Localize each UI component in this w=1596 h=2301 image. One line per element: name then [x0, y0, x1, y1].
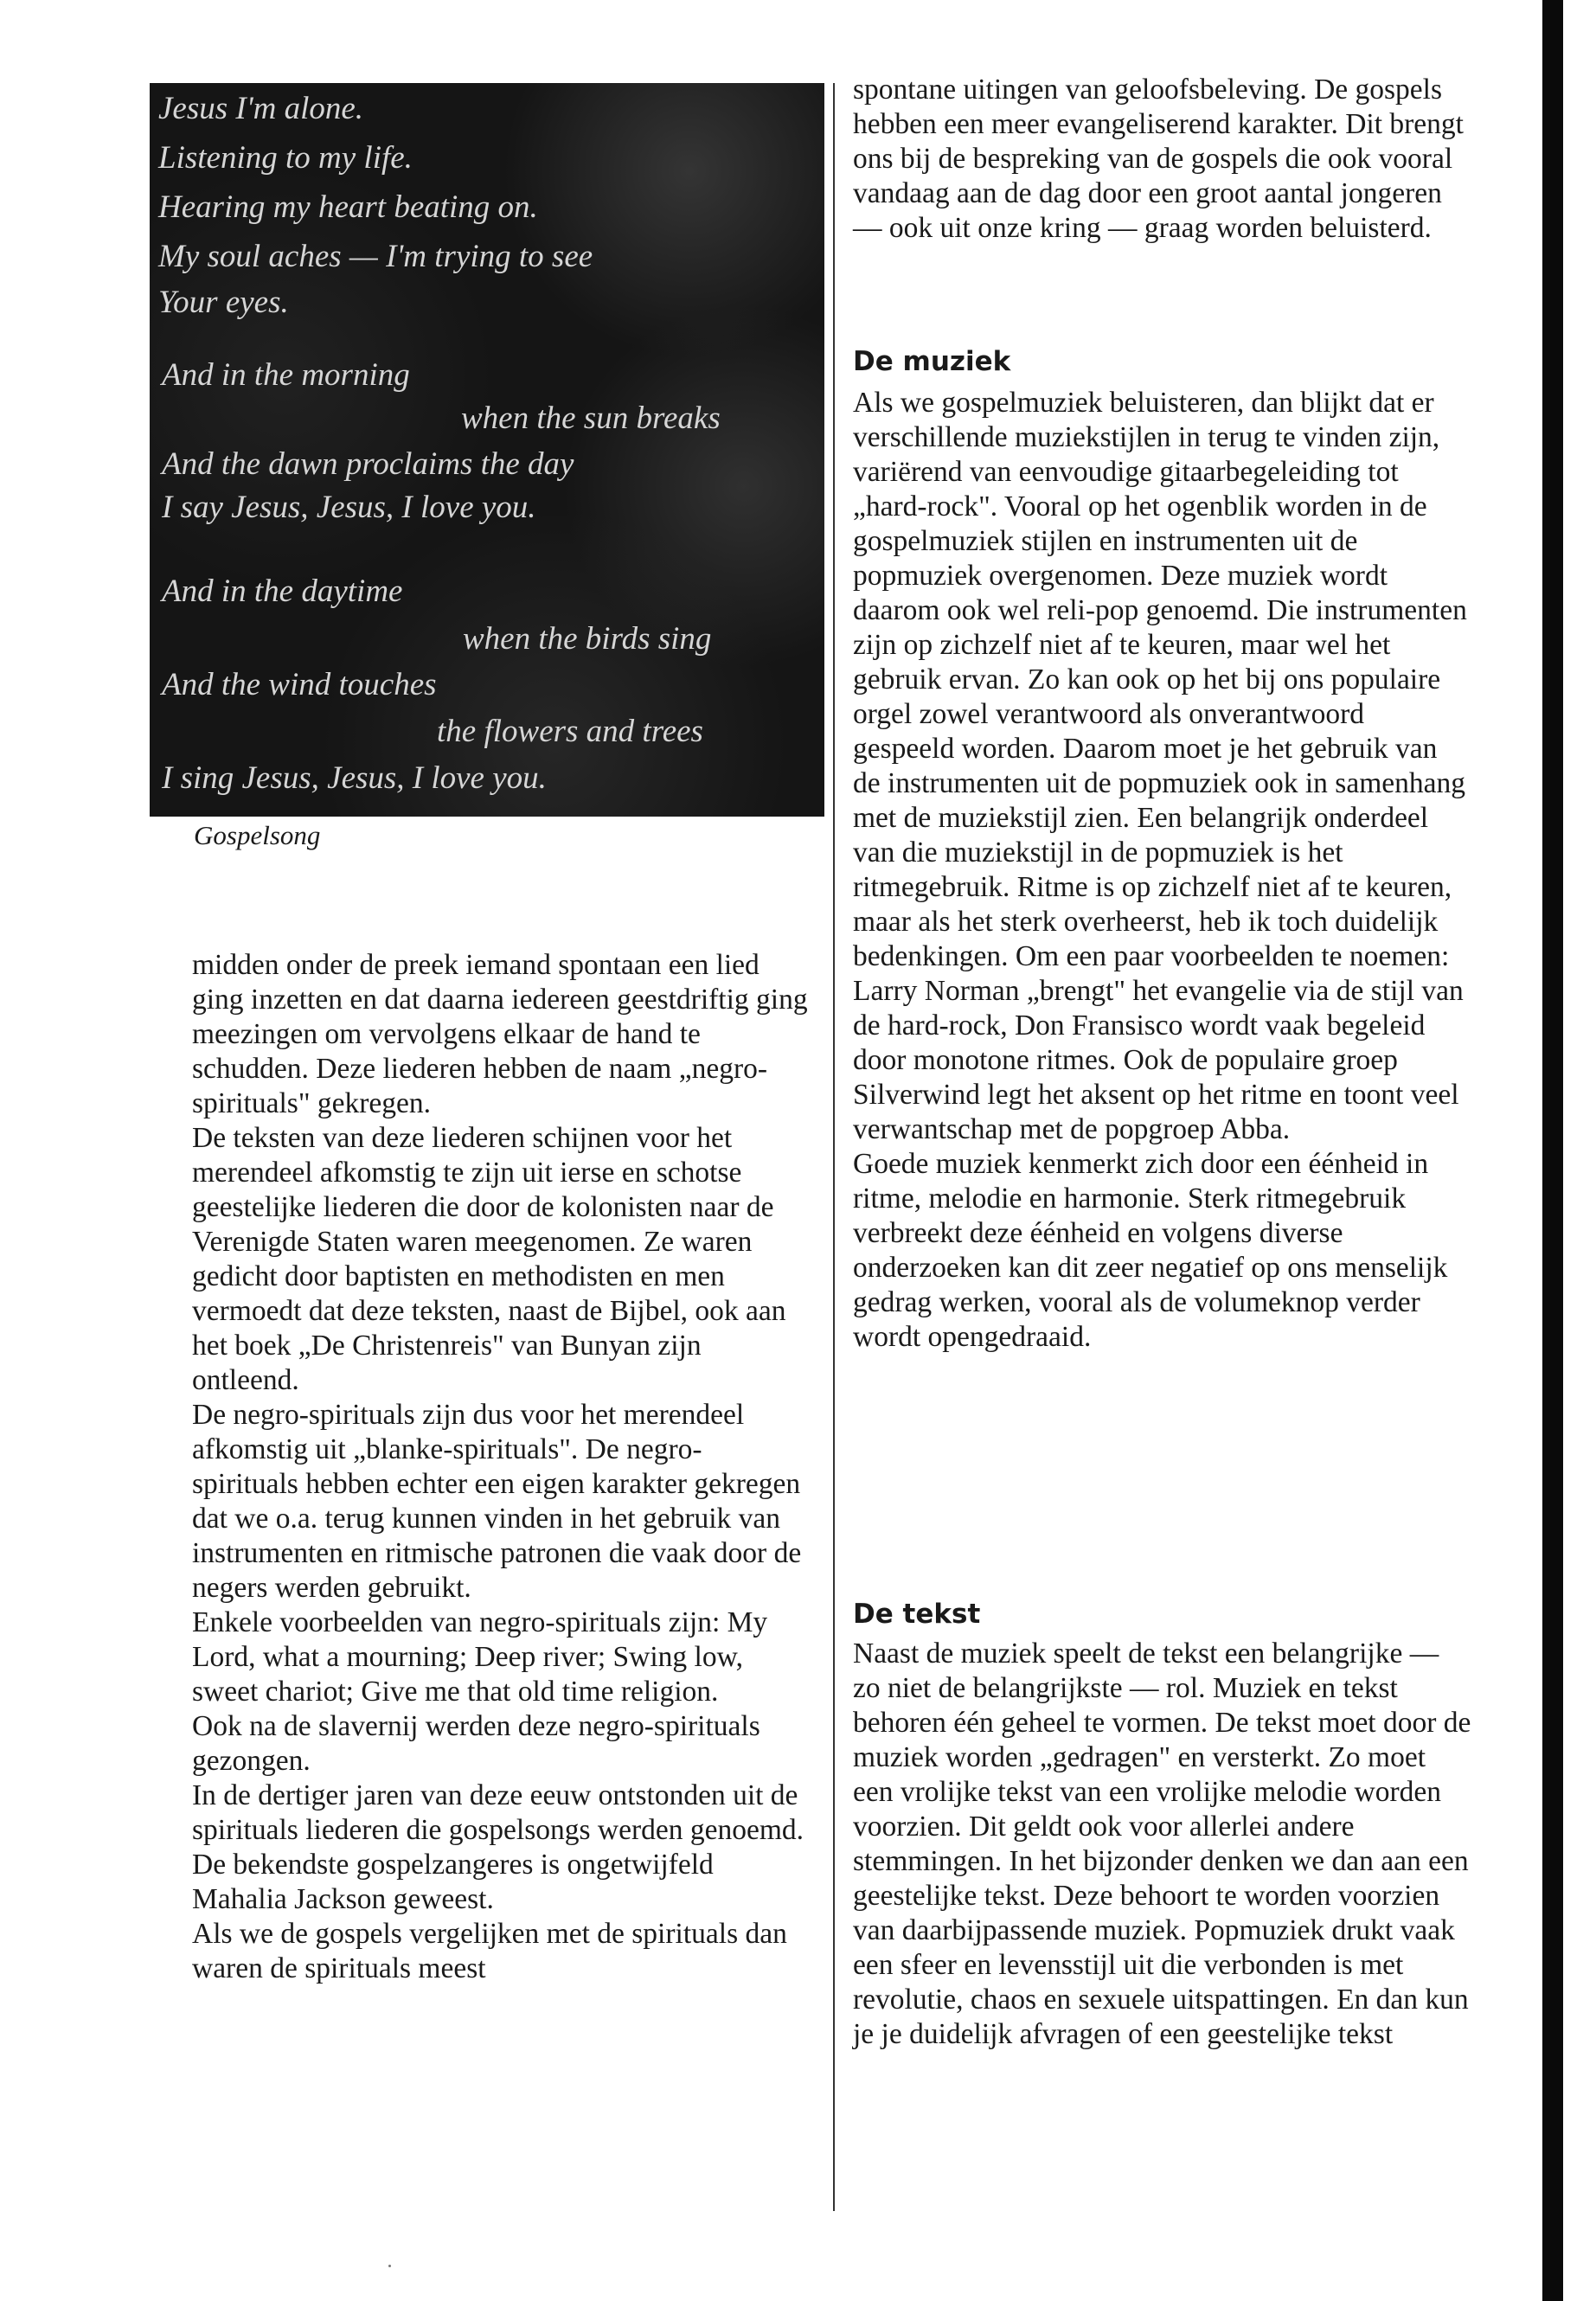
- paragraph: Als we de gospels vergelijken met de spirituals dan waren de spirituals meest: [192, 1918, 787, 1984]
- poem-line: Hearing my heart beating on.: [158, 189, 538, 225]
- poem-line: And in the daytime: [162, 574, 403, 609]
- poem-box: [150, 83, 824, 817]
- paragraph: Als we gospelmuziek beluisteren, dan blijkt dat er verschillende muziekstijlen in terug te vinden zijn, variërend van eenvoudige gitaarbegeleiding tot „hard-rock". Vooral op het ogenblik worden in de gospelmuziek stijlen en instrumenten uit de popmuziek overgenomen. Deze muziek wordt daarom ook wel reli-pop genoemd. Die instrumenten zijn op zichzelf niet af te keuren, maar wel het gebruik ervan. Zo kan ook op het bij ons populaire orgel zowel verantwoord als onverantwoord gespeeld worden. Daarom moet je het gebruik van de instrumenten uit de popmuziek ook in samenhang met de muziekstijl zien. Een belangrijk onderdeel van die muziekstijl in de popmuziek is het ritmegebruik. Ritme is op zichzelf niet af te keuren, maar als het sterk overheerst, heb ik toch duidelijk bedenkingen. Om een paar voorbeelden te noemen: Larry Norman „brengt" het evangelie via de stijl van de hard-rock, Don Fransisco wordt vaak begeleid door monotone ritmes. Ook de populaire groep Silverwind legt het aksent op het ritme en toont veel verwantschap met de popgroep Abba.: [853, 387, 1467, 1145]
- scan-speck: [388, 2265, 391, 2267]
- paragraph: spontane uitingen van geloofsbeleving. De gospels hebben een meer evangeliserend karakter. Dit brengt ons bij de bespreking van de gospels die ook vooral vandaag aan de dag door een groot aantal jongeren — ook uit onze kring — graag worden beluisterd.: [853, 74, 1464, 244]
- paragraph: midden onder de preek iemand spontaan een lied ging inzetten en dat daarna iedereen geestdriftig ging meezingen om vervolgens elkaar de hand te schudden. Deze liederen hebben de naam „negro-spirituals" gekregen.: [192, 949, 808, 1119]
- poem-line: when the birds sing: [463, 621, 712, 657]
- paragraph: In de dertiger jaren van deze eeuw ontstonden uit de spirituals liederen die gospelsongs werden genoemd.: [192, 1779, 804, 1846]
- poem-line: I sing Jesus, Jesus, I love you.: [162, 760, 547, 796]
- section-heading-tekst: De tekst: [853, 1599, 981, 1630]
- poem-line: I say Jesus, Jesus, I love you.: [162, 490, 536, 525]
- poem-line: My soul aches — I'm trying to see: [158, 239, 593, 274]
- poem-line: And the wind touches: [162, 667, 437, 702]
- poem-line: when the sun breaks: [461, 401, 721, 436]
- section-muziek-text: [853, 386, 1471, 1355]
- poem-line: Listening to my life.: [158, 140, 413, 176]
- poem-line: the flowers and trees: [437, 714, 703, 749]
- poem-line: Your eyes.: [158, 285, 289, 320]
- column-divider: [833, 83, 835, 2211]
- left-column-text: [192, 948, 808, 1986]
- paragraph: Goede muziek kenmerkt zich door een éénheid in ritme, melodie en harmonie. Sterk ritmegebruik verbreekt deze éénheid en volgens diverse onderzoeken kan dit zeer negatief op ons menselijk gedrag werken, vooral als de volumeknop verder wordt opengedraaid.: [853, 1148, 1448, 1353]
- section-tekst-text: [853, 1637, 1471, 2052]
- right-column-intro: [853, 73, 1471, 246]
- paragraph: De negro-spirituals zijn dus voor het merendeel afkomstig uit „blanke-spirituals". De negro-spirituals hebben echter een eigen karakter gekregen dat we o.a. terug kunnen vinden in het gebruik van instrumenten en ritmische patronen die vaak door de negers werden gebruikt.: [192, 1399, 802, 1604]
- paragraph: Enkele voorbeelden van negro-spirituals zijn: My Lord, what a mourning; Deep river; Swing low, sweet chariot; Give me that old time religion.: [192, 1606, 768, 1708]
- section-heading-muziek: De muziek: [853, 346, 1011, 377]
- poem-line: And the dawn proclaims the day: [162, 446, 574, 482]
- poem-line: And in the morning: [162, 357, 410, 393]
- paragraph: Ook na de slavernij werden deze negro-spirituals gezongen.: [192, 1710, 760, 1777]
- paragraph: De bekendste gospelzangeres is ongetwijfeld Mahalia Jackson geweest.: [192, 1849, 714, 1915]
- paragraph: Naast de muziek speelt de tekst een belangrijke — zo niet de belangrijkste — rol. Muziek en tekst behoren één geheel te vormen. De tekst moet door de muziek worden „gedragen" en versterkt. Zo moet een vrolijke tekst van een vrolijke melodie worden voorzien. Dit geldt ook voor allerlei andere stemmingen. In het bijzonder denken we dan aan een geestelijke tekst. Deze behoort te worden voorzien van daarbijpassende muziek. Popmuziek drukt vaak een sfeer en levensstijl uit die verbonden is met revolutie, chaos en sexuele uitspattingen. En dan kun je je duidelijk afvragen of een geestelijke tekst: [853, 1638, 1471, 2050]
- poem-line: Jesus I'm alone.: [158, 91, 364, 126]
- paragraph: De teksten van deze liederen schijnen voor het merendeel afkomstig te zijn uit ierse en schotse geestelijke liederen die door de kolonisten naar de Verenigde Staten waren meegenomen. Ze waren gedicht door baptisten en methodisten en men vermoedt dat deze teksten, naast de Bijbel, ook aan het boek „De Christenreis" van Bunyan zijn ontleend.: [192, 1122, 786, 1396]
- scan-edge-bar: [1542, 0, 1563, 2301]
- poem-caption: Gospelsong: [194, 820, 321, 850]
